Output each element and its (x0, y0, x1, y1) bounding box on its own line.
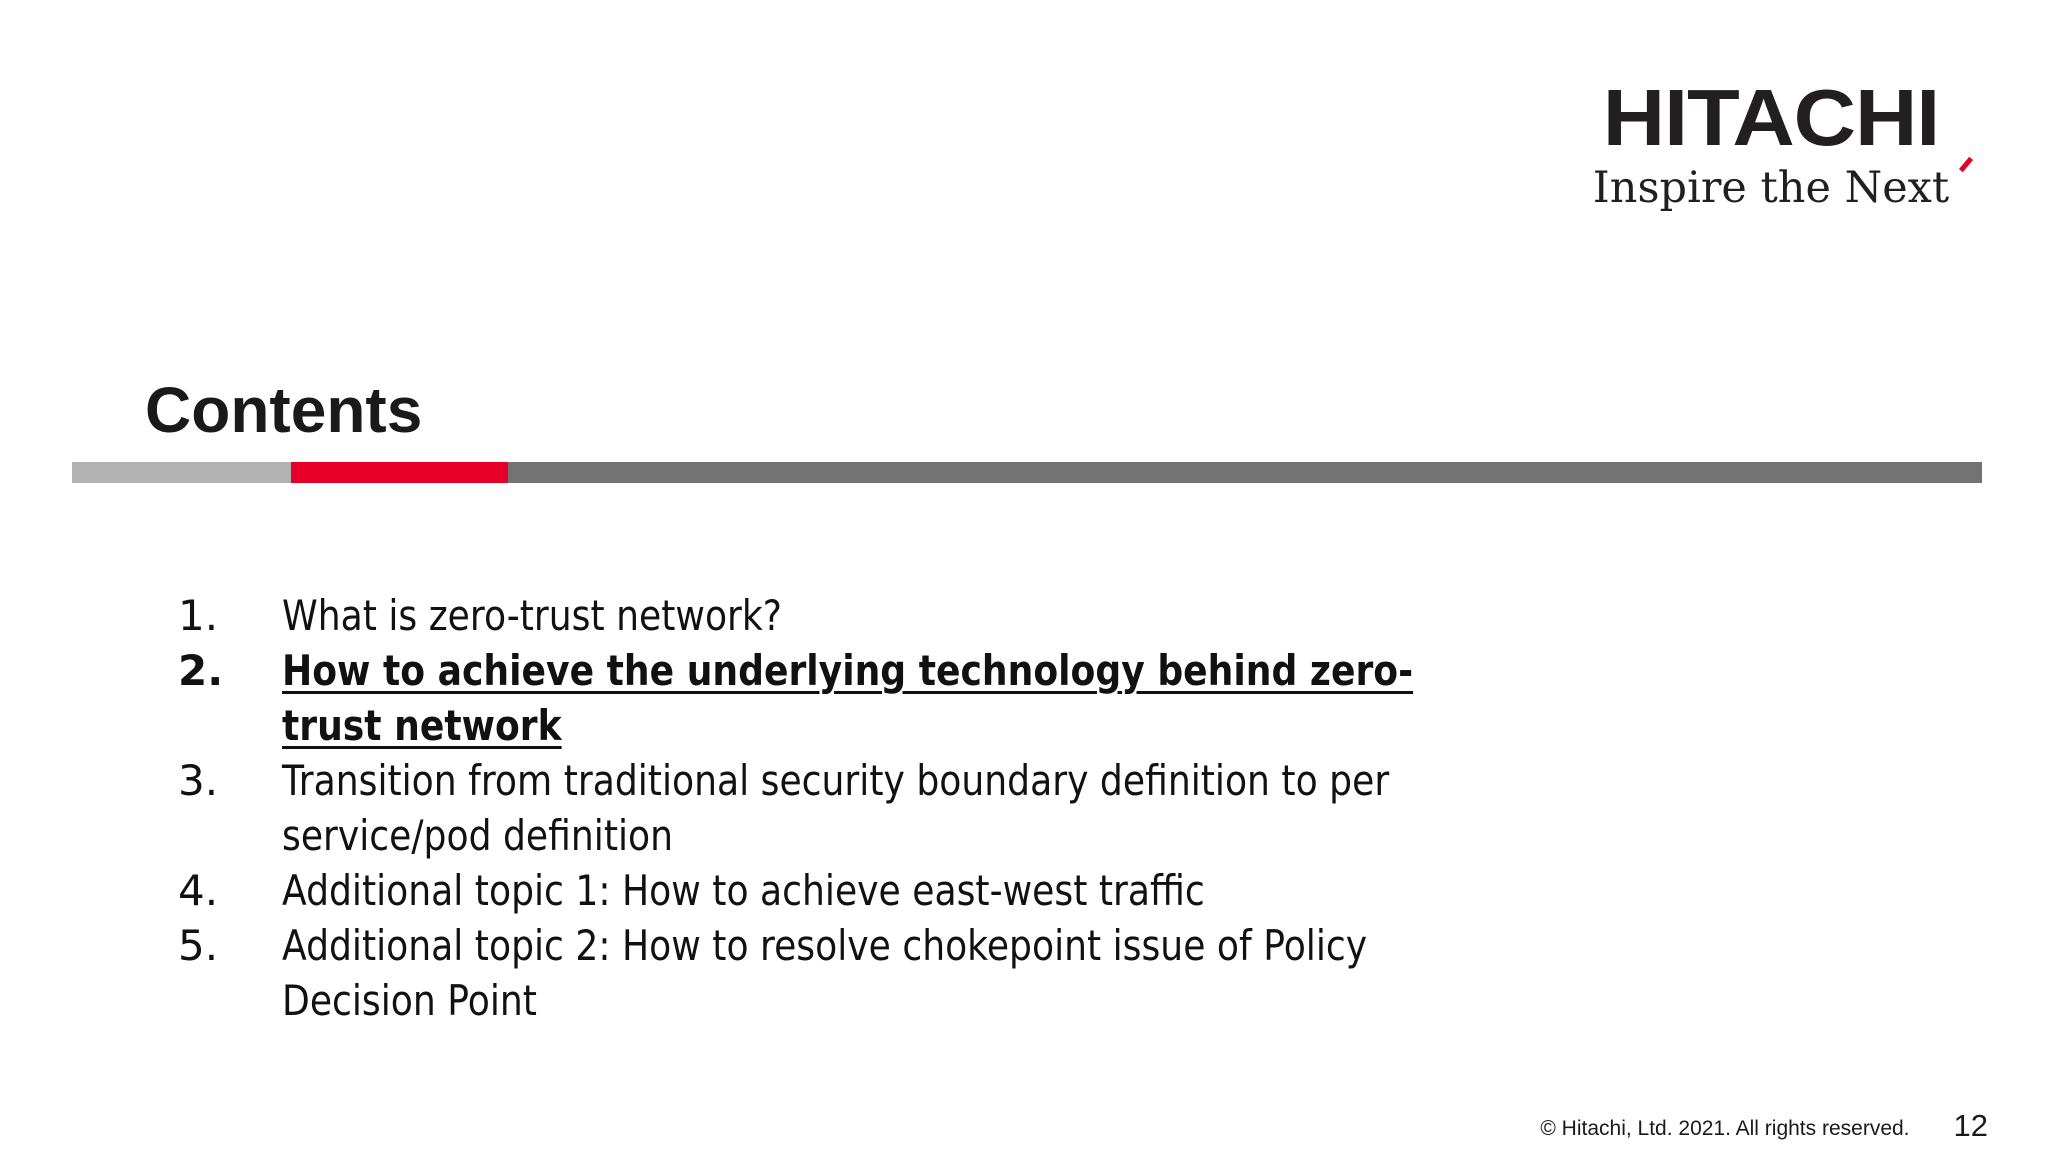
contents-item-number: 5. (178, 921, 219, 970)
copyright-notice: © Hitachi, Ltd. 2021. All rights reserved. (1540, 1117, 1910, 1140)
contents-item-number: 4. (178, 866, 219, 915)
slide-footer (1540, 1108, 1988, 1144)
title-divider (72, 462, 1982, 483)
logo-wordmark: HITACHI (1602, 73, 1940, 162)
contents-item-2 (178, 643, 1678, 753)
contents-item-text: Transition from traditional security boundary definition to per service/pod definition (282, 756, 1390, 860)
contents-item-text: Additional topic 2: How to resolve chokepoint issue of Policy Decision Point (282, 921, 1368, 1025)
hitachi-logo (1556, 73, 1986, 213)
contents-item-number: 3. (178, 756, 219, 805)
contents-item-5 (178, 918, 1678, 1028)
slide-title: Contents (145, 374, 423, 446)
contents-item-3 (178, 753, 1678, 863)
divider-segment-red (291, 462, 508, 483)
contents-item-1 (178, 588, 1678, 643)
divider-segment-dark (508, 462, 1982, 483)
divider-segment-light (72, 462, 291, 483)
contents-list (178, 588, 1678, 1028)
contents-item-number: 1. (178, 591, 219, 640)
page-number: 12 (1953, 1108, 1988, 1143)
contents-item-text: How to achieve the underlying technology behind zero-trust network (282, 646, 1414, 750)
logo-tagline (1556, 164, 1986, 212)
contents-item-4 (178, 863, 1678, 918)
logo-tagline-text: Inspire the Next (1592, 163, 1950, 213)
contents-item-text: What is zero-trust network? (282, 591, 782, 640)
contents-item-number: 2. (178, 646, 224, 695)
contents-item-text: Additional topic 1: How to achieve east-west traffic (282, 866, 1205, 915)
logo-accent-mark (1959, 157, 1973, 172)
